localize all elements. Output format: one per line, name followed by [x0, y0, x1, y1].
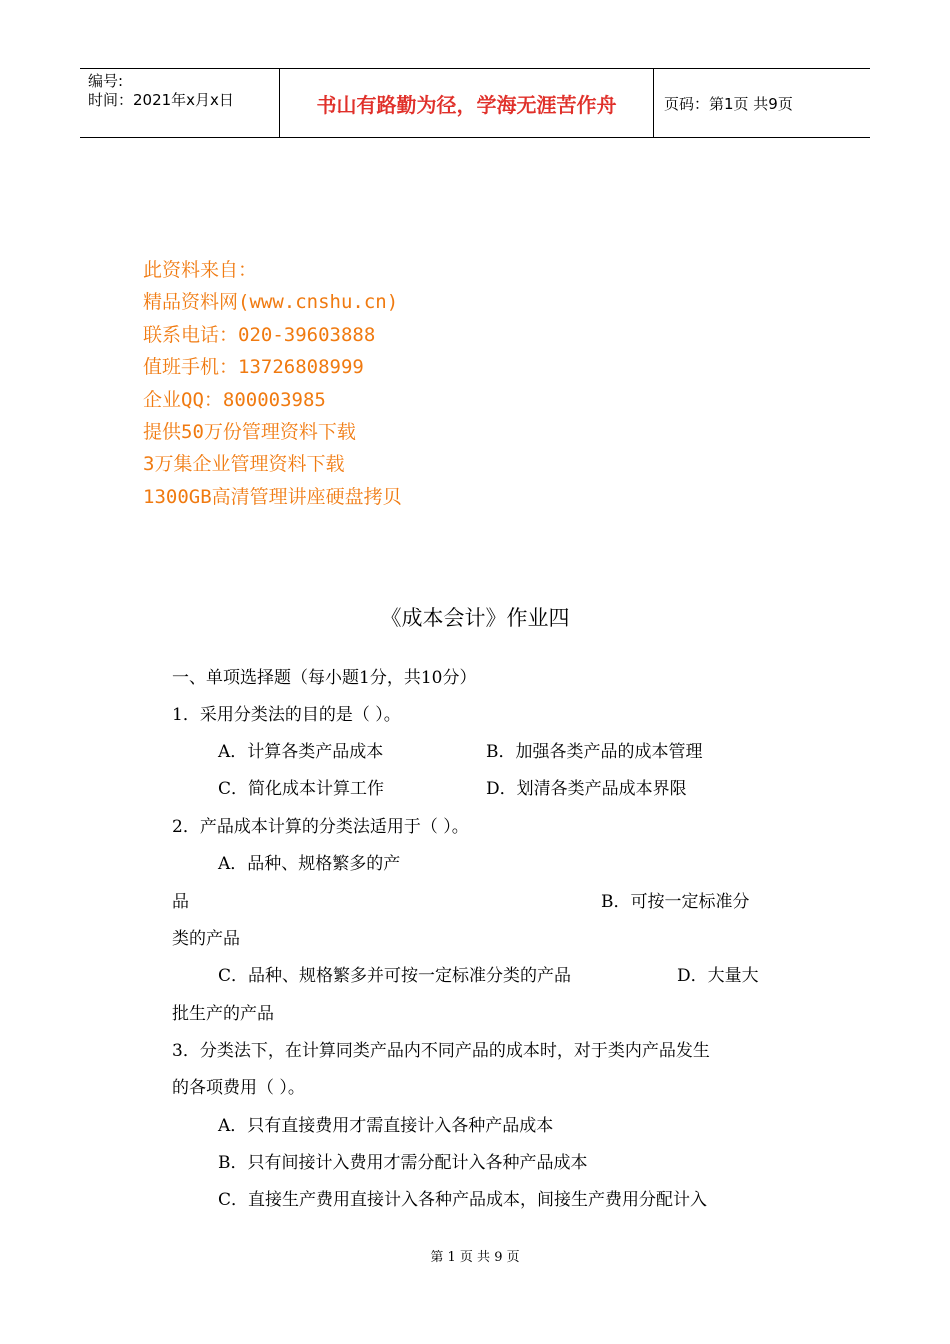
question-1-option-a: A．计算各类产品成本: [218, 742, 384, 762]
ad-line-mobile: 值班手机：13726808999: [143, 356, 364, 379]
question-2-option-a-cont: 品: [172, 892, 189, 912]
ad-line: 提供50万份管理资料下载: [143, 421, 356, 444]
section-heading: 一、单项选择题（每小题1分，共10分）: [172, 668, 477, 688]
number-label: 编号:: [88, 72, 124, 90]
date-label: 时间：2021年x月x日: [88, 91, 234, 109]
ad-line: 3万集企业管理资料下载: [143, 453, 345, 476]
question-2-option-c: C．品种、规格繁多并可按一定标准分类的产品: [218, 966, 572, 986]
header-table: [80, 68, 870, 138]
document-title: 《成本会计》作业四: [380, 606, 570, 630]
page-info: 页码：第1页 共9页: [664, 94, 793, 113]
question-2-option-b-cont: 类的产品: [172, 929, 240, 949]
question-1-stem: 1．采用分类法的目的是（ ）。: [172, 705, 401, 725]
page-footer: 第 1 页 共 9 页: [430, 1250, 520, 1265]
question-2-stem: 2．产品成本计算的分类法适用于（ ）。: [172, 817, 469, 837]
ad-line-website: 精品资料网(www.cnshu.cn): [143, 291, 399, 314]
question-3-option-b: B．只有间接计入费用才需分配计入各种产品成本: [218, 1153, 588, 1173]
question-3-stem: 3．分类法下，在计算同类产品内不同产品的成本时，对于类内产品发生: [172, 1041, 710, 1061]
question-1-option-c: C．简化成本计算工作: [218, 779, 385, 799]
question-2-option-d: D．大量大: [677, 966, 759, 986]
ad-line-qq: 企业QQ：800003985: [143, 388, 326, 411]
question-3-option-c: C．直接生产费用直接计入各种产品成本，间接生产费用分配计入: [218, 1190, 708, 1210]
question-3-option-a: A．只有直接费用才需直接计入各种产品成本: [218, 1116, 554, 1136]
question-3-stem-cont: 的各项费用（ ）。: [172, 1078, 305, 1098]
motto: 书山有路勤为径，学海无涯苦作舟: [280, 69, 654, 137]
ad-block: [143, 254, 402, 513]
question-2-option-d-cont: 批生产的产品: [172, 1004, 274, 1024]
ad-line-phone: 联系电话：020-39603888: [143, 323, 376, 346]
ad-line: 1300GB高清管理讲座硬盘拷贝: [143, 485, 402, 508]
question-1-option-b: B．加强各类产品的成本管理: [486, 742, 703, 762]
question-2-option-b: B．可按一定标准分: [601, 892, 750, 912]
ad-line: 此资料来自：: [143, 259, 258, 281]
question-1-option-d: D．划清各类产品成本界限: [486, 779, 687, 799]
question-2-option-a: A．品种、规格繁多的产: [218, 854, 401, 874]
header-left-cell: [80, 69, 280, 137]
